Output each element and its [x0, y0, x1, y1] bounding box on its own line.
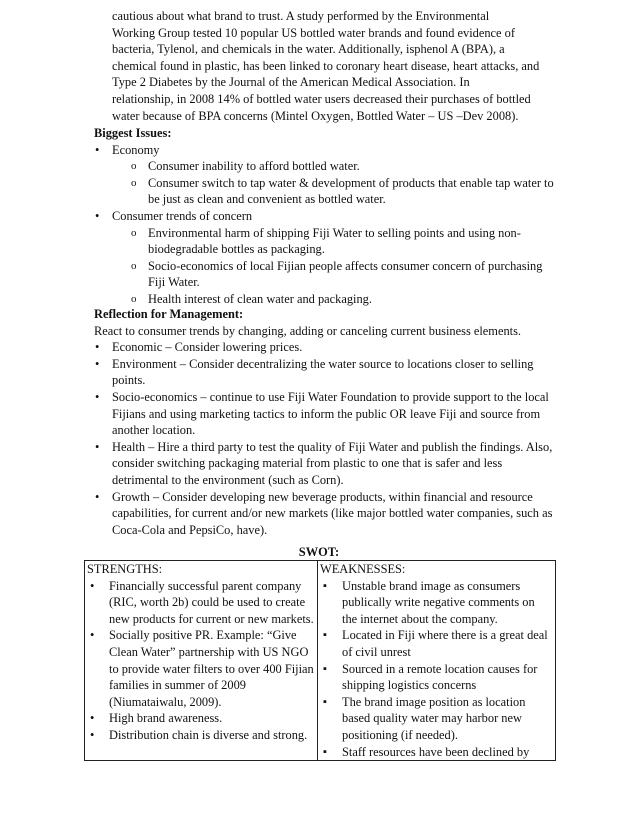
reflection-list — [94, 339, 554, 538]
weaknesses-list — [320, 578, 552, 761]
intro-line: cautious about what brand to trust. A study performed by the Environmental — [112, 9, 490, 23]
list-item: • Distribution chain is diverse and strong. — [87, 727, 314, 744]
weaknesses-cell — [318, 561, 556, 761]
list-item: • Economic – Consider lowering prices. — [94, 339, 554, 356]
list-item — [94, 208, 554, 308]
list-item: • High brand awareness. — [87, 710, 314, 727]
list-item: ▪ Staff resources have been declined by — [320, 744, 552, 761]
reflection-intro: React to consumer trends by changing, adding or canceling current business elements. — [94, 323, 522, 338]
list-item: • Financially successful parent company (RIC, worth 2b) could be used to create new products for current or new markets. — [87, 578, 314, 628]
strengths-list — [87, 578, 314, 744]
sub-list-item: o Consumer inability to afford bottled water. — [94, 158, 554, 175]
section-heading: Biggest Issues: — [94, 126, 172, 140]
sub-list-item: o Consumer switch to tap water & development of products that enable tap water to be just as clean and convenient as bottled water. — [94, 175, 554, 208]
list-item: • Environment – Consider decentralizing the water source to locations closer to selling points. — [94, 356, 554, 389]
list-item: ▪ Located in Fiji where there is a great deal of civil unrest — [320, 627, 552, 660]
list-item: • Health – Hire a third party to test the quality of Fiji Water and publish the findings. Also, consider switching packaging material from plastic to one that is safer and less detrimental to the environment (such as Corn). — [94, 439, 554, 489]
intro-line: relationship, in 2008 14% of bottled water users decreased their purchases of bottled — [112, 91, 531, 106]
swot-table — [84, 560, 556, 761]
list-item: • Socially positive PR. Example: “Give Clean Water” partnership with US NGO to provide water filters to over 400 Fijian families in summer of 2009 (Niumataiwalu, 2009). — [87, 627, 314, 710]
list-item: ▪ Unstable brand image as consumers publically write negative comments on the internet about the company. — [320, 578, 552, 628]
issue-label: Economy — [112, 142, 160, 157]
list-item: • Socio-economics – continue to use Fiji Water Foundation to provide support to the local Fijians and using marketing tactics to inform the public OR leave Fiji and source from another location. — [94, 389, 554, 439]
list-item: ▪ The brand image position as location based quality water may harbor new positioning (if needed). — [320, 694, 552, 744]
intro-line: bacteria, Tylenol, and chemicals in the water. Additionally, isphenol A (BPA), a — [112, 42, 505, 57]
biggest-issues-section — [94, 125, 554, 308]
list-item: • Growth – Consider developing new beverage products, within financial and resource capabilities, for current and/or new markets (like major bottled water companies, such as Coca-Cola and PepsiCo, have). — [94, 489, 554, 539]
intro-line: Type 2 Diabetes by the Journal of the American Medical Association. In — [112, 75, 470, 90]
strengths-heading: STRENGTHS: — [87, 562, 163, 576]
section-heading: Reflection for Management: — [94, 307, 244, 321]
weaknesses-heading: WEAKNESSES: — [320, 562, 406, 576]
sub-list-item: o Environmental harm of shipping Fiji Water to selling points and using non-biodegradable bottles as packaging. — [94, 225, 554, 258]
swot-title: SWOT: — [298, 545, 340, 559]
sub-list-item: o Health interest of clean water and packaging. — [94, 291, 554, 308]
intro-line: water because of BPA concerns (Mintel Oxygen, Bottled Water – US –Dev 2008). — [112, 108, 519, 123]
intro-paragraph — [112, 8, 552, 124]
list-item — [94, 142, 554, 208]
list-item: ▪ Sourced in a remote location causes for shipping logistics concerns — [320, 661, 552, 694]
strengths-cell — [85, 561, 318, 761]
intro-line: Working Group tested 10 popular US bottled water brands and found evidence of — [112, 25, 515, 40]
issues-list — [94, 142, 554, 308]
reflection-section — [94, 306, 554, 538]
issue-label: Consumer trends of concern — [112, 208, 253, 223]
sub-list-item: o Socio-economics of local Fijian people affects consumer concern of purchasing Fiji Water. — [94, 258, 554, 291]
intro-line: chemical found in plastic, has been linked to coronary heart disease, heart attacks, and — [112, 58, 540, 73]
